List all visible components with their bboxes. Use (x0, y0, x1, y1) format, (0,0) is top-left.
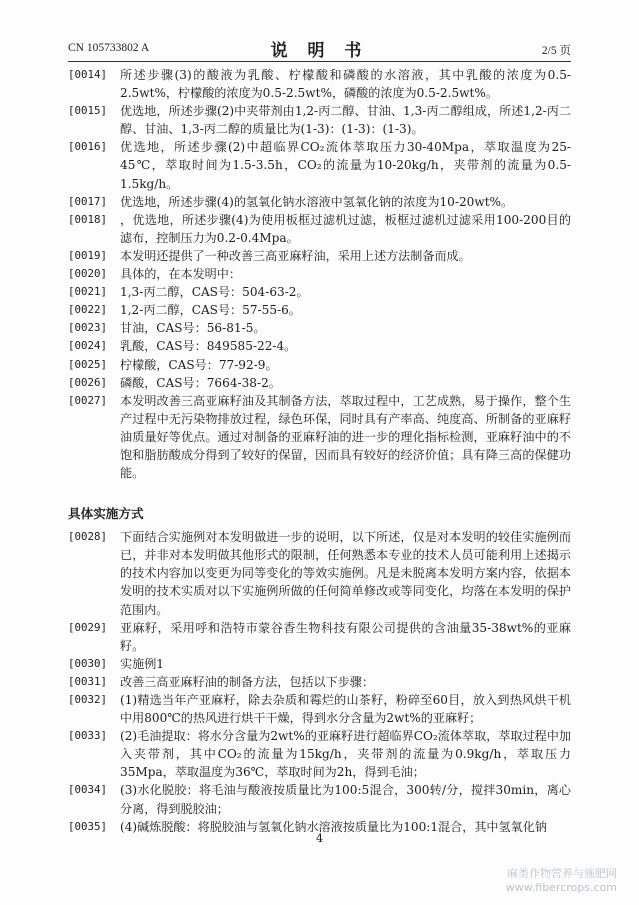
paragraph-number: [0019] (68, 248, 108, 262)
document-body (68, 66, 571, 836)
paragraph-text: ，优选地，所述步骤(4)为使用板框过滤机过滤，板框过滤机过滤采用100-200目的滤布，控制压力为0.2-0.4Mpa。 (120, 212, 571, 245)
paragraph (68, 193, 571, 211)
page-header (68, 36, 571, 60)
paragraph-number: [0033] (68, 729, 108, 743)
paragraph-number: [0023] (68, 321, 108, 335)
paragraph-number: [0035] (68, 819, 108, 833)
paragraph (68, 655, 571, 673)
watermark-line-1: 麻类作物营养与施肥网 (507, 867, 617, 880)
paragraph (68, 356, 571, 374)
paragraph-text: (3)水化脱胶：将毛油与酸液按质量比为100:5混合，300转/分，搅拌30min，离心分离，得到脱胶油； (120, 783, 571, 816)
paragraph-text: (4)碱炼脱酸：将脱胶油与氢氧化钠水溶液按质量比为100:1混合，其中氢氧化钠 (120, 819, 547, 834)
paragraph-number: [0015] (68, 104, 108, 118)
paragraph-text: 1,2-丙二醇，CAS号：57-55-6。 (120, 303, 301, 318)
watermark-line-2: www.fibercrops.com (505, 881, 617, 894)
page-number: 4 (315, 831, 324, 845)
paragraph (68, 619, 571, 655)
paragraph-text: 亚麻籽，采用呼和浩特市蒙谷香生物科技有限公司提供的含油量35-38wt%的亚麻籽。 (120, 620, 571, 653)
paragraph-text: (2)毛油提取：将水分含量为2wt%的亚麻籽进行超临界CO₂流体萃取，萃取过程中加入夹带剂，其中CO₂的流量为15kg/h，夹带剂的流量为0.9kg/h，萃取压力35Mpa，萃取温度为36℃，萃取时间为2h，得到毛油； (120, 729, 571, 780)
paragraph-text: 甘油，CAS号：56-81-5。 (120, 321, 266, 336)
page-of-total: 2/5 页 (541, 45, 571, 57)
paragraph-text: 具体的，在本发明中： (120, 267, 241, 282)
paragraph (68, 528, 571, 618)
paragraph-text: 实施例1 (120, 656, 164, 671)
paragraph-number: [0014] (68, 68, 108, 81)
paragraph-list-bottom (68, 528, 571, 836)
document-number: CN 105733802 A (68, 42, 150, 54)
paragraph-text: 下面结合实施例对本发明做进一步的说明，以下所述，仅是对本发明的较佳实施例而已，并非对本发明做其他形式的限制，任何熟悉本专业的技术人员可能利用上述揭示的技术内容加以变更为同等变化的等效实施例。凡是未脱离本发明方案内容，依据本发明的技术实质对以下实施例所做的任何简单修改或等同变化，均落在本发明的保护范围内。 (120, 530, 571, 617)
paragraph-text: 本发明改善三高亚麻籽油及其制备方法，萃取过程中，工艺成熟，易于操作，整个生产过程中无污染物排放过程，绿色环保，同时具有产率高、纯度高、所制备的亚麻籽油质量好等优点。通过对制备的亚麻籽油的进一步的理化指标检测，亚麻籽油中的不饱和脂肪酸成分得到了较好的保留，因而具有较好的经济价值；具有降三高的保健功能。 (120, 393, 571, 481)
paragraph (68, 781, 571, 817)
paragraph (68, 301, 571, 319)
paragraph-number: [0024] (68, 339, 108, 353)
paragraph-number: [0030] (68, 656, 108, 670)
paragraph (68, 283, 571, 301)
paragraph-number: [0034] (68, 783, 108, 797)
paragraph-number: [0017] (68, 194, 108, 208)
paragraph-text: 磷酸，CAS号：7664-38-2。 (120, 375, 281, 390)
paragraph-number: [0031] (68, 674, 108, 688)
paragraph-text: 所述步骤(3)的酸液为乳酸、柠檬酸和磷酸的水溶液，其中乳酸的浓度为0.5-2.5wt%，柠檬酸的浓度为0.5-2.5wt%，磷酸的浓度为0.5-2.5wt%。 (120, 68, 571, 101)
paragraph-number: [0020] (68, 267, 108, 281)
paragraph-text: 优选地，所述步骤(4)的氢氧化钠水溶液中氢氧化钠的浓度为10-20wt%。 (120, 194, 514, 209)
watermark (506, 867, 617, 895)
paragraph-text: 优选地，所述步骤(2)中夹带剂由1,2-丙二醇、甘油、1,3-丙二醇组成，所述1,2-丙二醇、甘油、1,3-丙二醇的质量比为(1-3)：(1-3)：(1-3)。 (120, 104, 571, 137)
paragraph (68, 319, 571, 337)
paragraph-text: 改善三高亚麻籽油的制备方法，包括以下步骤： (120, 674, 374, 689)
paragraph-number: [0027] (68, 393, 108, 407)
section-heading: 具体实施方式 (68, 506, 144, 522)
paragraph-text: (1)精选当年产亚麻籽，除去杂质和霉烂的山茶籽，粉碎至60目，放入到热风烘干机中用800℃的热风进行烘干干燥，得到水分含量为2wt%的亚麻籽； (120, 693, 571, 726)
paragraph-text: 1,3-丙二醇，CAS号：504-63-2。 (120, 285, 309, 300)
paragraph (68, 727, 571, 781)
paragraph-list-top (68, 66, 571, 482)
paragraph-number: [0029] (68, 620, 108, 634)
paragraph (68, 66, 571, 102)
paragraph-text: 柠檬酸，CAS号：77-92-9。 (120, 357, 278, 372)
paragraph-number: [0028] (68, 530, 108, 544)
paragraph-number: [0018] (68, 212, 108, 226)
paragraph-number: [0025] (68, 357, 108, 371)
paragraph-number: [0032] (68, 693, 108, 706)
paragraph (68, 102, 571, 138)
paragraph-number: [0016] (68, 140, 108, 154)
paragraph (68, 374, 571, 392)
document-title: 说 明 书 (270, 41, 369, 61)
header-rule (68, 61, 571, 62)
paragraph (68, 247, 571, 265)
paragraph-number: [0026] (68, 375, 108, 389)
paragraph (68, 691, 571, 727)
paragraph (68, 265, 571, 283)
paragraph-number: [0021] (68, 285, 108, 299)
paragraph-text: 本发明还提供了一种改善三高亚麻籽油，采用上述方法制备而成。 (120, 248, 471, 263)
paragraph (68, 392, 571, 482)
paragraph (68, 211, 571, 247)
paragraph (68, 138, 571, 192)
paragraph-number: [0022] (68, 303, 108, 317)
paragraph-text: 优选地，所述步骤(2)中超临界CO₂流体萃取压力30-40Mpa，萃取温度为25-45℃，萃取时间为1.5-3.5h，CO₂的流量为10-20kg/h，夹带剂的流量为0.5-1.5kg/h。 (120, 140, 571, 191)
paragraph-text: 乳酸，CAS号：849585-22-4。 (120, 339, 297, 354)
paragraph (68, 673, 571, 691)
paragraph (68, 337, 571, 355)
